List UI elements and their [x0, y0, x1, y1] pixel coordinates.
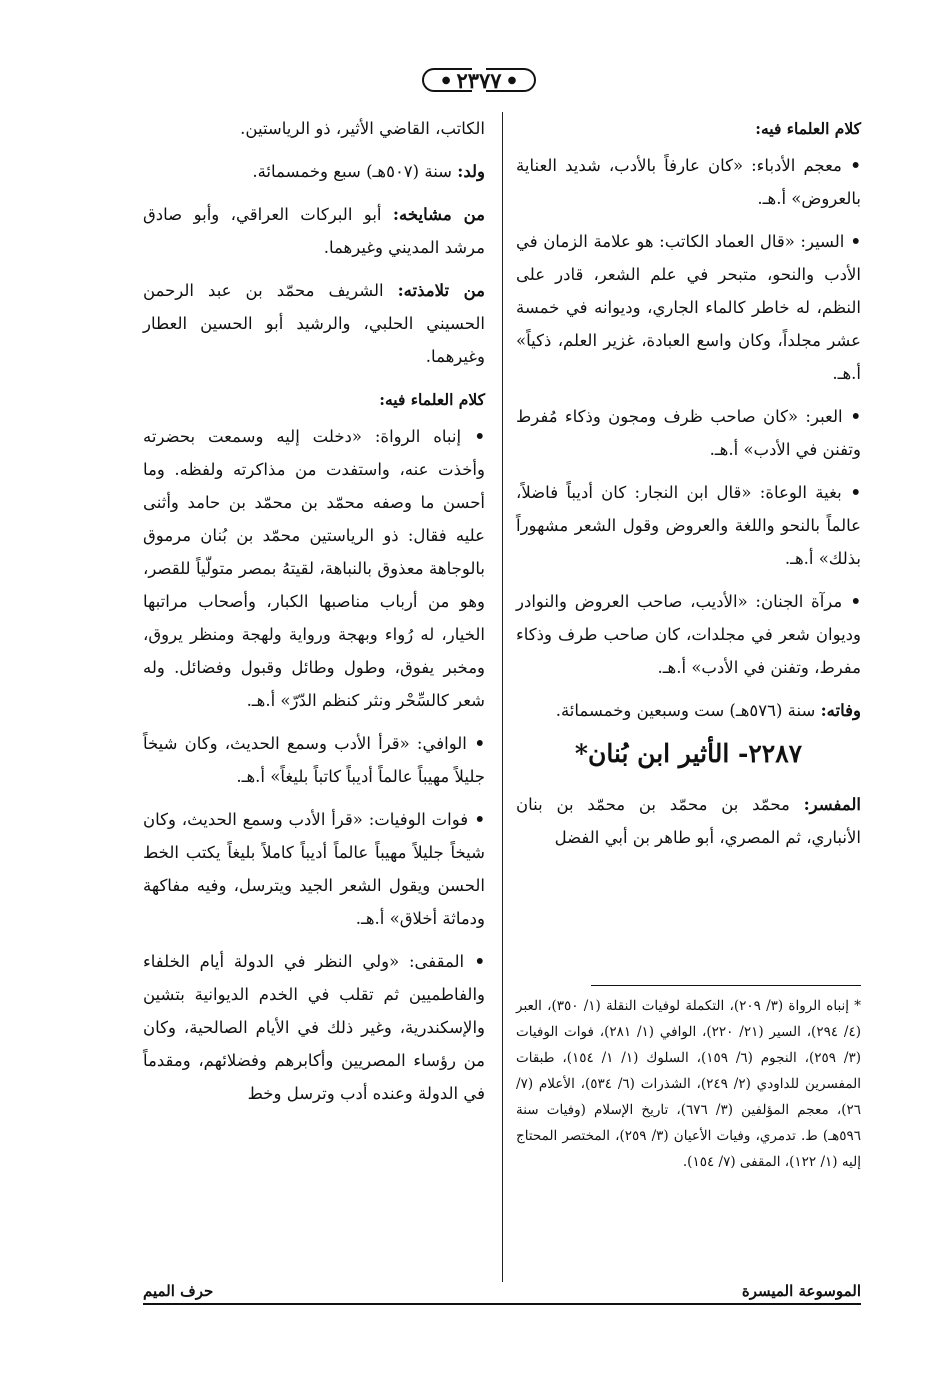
death-text: سنة (٥٧٦هـ) ست وسبعين وخمسمائة.	[555, 701, 821, 720]
quote-source: مرآة الجنان:	[755, 592, 843, 611]
quote-source: العبر:	[805, 407, 843, 426]
quote-paragraph	[516, 225, 861, 390]
quote-paragraph	[516, 400, 861, 466]
scholars-heading: كلام العلماء فيه:	[379, 390, 485, 409]
death-paragraph	[516, 694, 861, 727]
birth-text: سنة (٥٠٧هـ) سبع وخمسمائة.	[252, 162, 458, 181]
quote-text: «ولي النظر في الدولة أيام الخلفاء والفاطميين ثم تقلب في الخدم الديوانية بتشين والإسكندرية، وغير ذلك في الأيام الصالحية، وكان من رؤساء المصريين وأكابرهم وفضلائهم، ومقدماً في الدولة وعنده أدب وترسل وخط	[143, 952, 485, 1103]
quote-text: «كان عارفاً بالأدب، شديد العناية بالعروض» أ.هـ.	[516, 156, 861, 208]
quote-source: المقفى:	[408, 952, 465, 971]
students-text: الشريف محمّد بن عبد الرحمن الحسيني الحلبي، والرشيد أبو الحسين العطار وغيرهما.	[143, 281, 485, 366]
quote-paragraph	[143, 945, 485, 1110]
page-number	[420, 62, 538, 98]
mufassir-paragraph	[516, 788, 861, 854]
quote-text: «الأديب، صاحب العروض والنوادر وديوان شعر في مجلدات، كان صاحب طرف وذكاء مفرط، وتفنن في الأدب» أ.هـ.	[516, 592, 861, 677]
quote-source: السير:	[800, 232, 845, 251]
quote-paragraph	[143, 803, 485, 935]
quote-text: «دخلت إليه وسمعت بحضرته وأخذت عنه، واستفدت من مذاكرته ولفظه. وما أحسن ما وصفه محمّد بن محمّد بن حامد وأثنى عليه فقال: ذو الرياستين محمّد بن بُنان مرموق بالوجاهة معذوق بالنباهة، لقيتهُ بمصر متولّياً للقصر، وهو من أرباب مناصبها الكبار، وأصحاب مراتبها الخيار، له رُواء وبهجة ورواية ولهجة ومنظر يروق، ومخبر يفوق، وطول وطائل وقبول وفضائل. وله شعر كالسِّحْر ونثر كنظم الدّرّ» أ.هـ.	[143, 427, 485, 710]
quote-text: «قرأ الأدب وسمع الحديث، وكان شيخاً جليلاً مهيباً عالماً أديباً كاتباً بليغاً» أ.هـ.	[143, 734, 485, 786]
quote-text: «قال العماد الكاتب: هو علامة الزمان في الأدب والنحو، متبحر في علم الشعر، قادر على النظم، له خاطر كالماء الجاري، وديوانه في خمسة عشر مجلداً، وكان واسع العبادة، غزير العلم، ذكياً» أ.هـ.	[516, 232, 861, 383]
ornament-dot: ●	[507, 74, 517, 86]
ornament-dot: ●	[441, 74, 451, 86]
column-divider	[502, 112, 503, 1282]
quote-source: معجم الأدباء:	[751, 156, 842, 175]
students-label: من تلامذته:	[397, 281, 485, 300]
students-paragraph	[143, 274, 485, 373]
left-column	[143, 112, 485, 1120]
mufassir-label: المفسر:	[803, 795, 861, 814]
right-column	[516, 112, 861, 864]
teachers-text: أبو البركات العراقي، وأبو صادق مرشد المديني وغيرهما.	[143, 205, 485, 257]
footer-rule	[143, 1303, 861, 1305]
birth-paragraph	[143, 155, 485, 188]
quote-paragraph	[516, 149, 861, 215]
death-label: وفاته:	[820, 701, 861, 720]
quote-text: «كان صاحب ظرف ومجون وذكاء مُفرط وتفنن في الأدب» أ.هـ.	[516, 407, 861, 459]
quote-paragraph	[143, 420, 485, 717]
quote-paragraph	[143, 727, 485, 793]
intro-paragraph: الكاتب، القاضي الأثير، ذو الرياستين.	[240, 119, 485, 138]
footnote-rule	[591, 985, 861, 986]
quote-paragraph	[516, 476, 861, 575]
entry-title: ٢٢٨٧- الأثير ابن بُنان*	[574, 739, 803, 768]
page-number-text: ٢٣٧٧	[456, 67, 502, 93]
birth-label: ولد:	[457, 162, 485, 181]
scholars-heading: كلام العلماء فيه:	[755, 119, 861, 138]
teachers-label: من مشايخه:	[392, 205, 485, 224]
quote-paragraph	[516, 585, 861, 684]
mufassir-text: محمّد بن محمّد بن محمّد بن بنان الأنباري، ثم المصري، أبو طاهر بن أبي الفضل	[516, 795, 861, 847]
quote-source: الوافي:	[416, 734, 467, 753]
footnote: * إنباه الرواة (٣/ ٢٠٩)، التكملة لوفيات النقلة (١/ ٣٥٠)، العبر (٤/ ٢٩٤)، السير (٢١/ ٢٢٠)، الوافي (١/ ٢٨١)، فوات الوفيات (٣/ ٢٥٩)، النجوم (٦/ ١٥٩)، السلوك (١/ ١/ ١٥٤)، طبقات المفسرين للداودي (٢/ ٢٤٩)، الشذرات (٦/ ٥٣٤)، الأعلام (٧/ ٢٦)، معجم المؤلفين (٣/ ٦٧٦)، تاريخ الإسلام (وفيات سنة ٥٩٦هـ) ط. تدمري، وفيات الأعيان (٣/ ٢٥٩)، المختصر المحتاج إليه (١/ ١٢٢)، المقفى (٧/ ١٥٤).	[516, 998, 862, 1170]
quote-text: «قال ابن النجار: كان أديباً فاضلاً، عالماً بالنحو واللغة والعروض وقول الشعر مشهوراً بذلك» أ.هـ.	[516, 483, 861, 568]
quote-text: «قرأ الأدب وسمع الحديث، وكان شيخاً جليلاً مهيباً عالماً أديباً كاملاً بليغاً يكتب الخط الحسن ويقول الشعر الجيد ويترسل، وفيه مفاكهة ودماثة أخلاق» أ.هـ.	[143, 810, 485, 928]
footer-book-title: الموسوعة الميسرة	[736, 1282, 861, 1300]
teachers-paragraph	[143, 198, 485, 264]
quote-source: فوات الوفيات:	[368, 810, 469, 829]
quote-source: بغية الوعاة:	[759, 483, 842, 502]
footer-section-title: حرف الميم	[143, 1282, 219, 1300]
quote-source: إنباه الرواة:	[374, 427, 462, 446]
